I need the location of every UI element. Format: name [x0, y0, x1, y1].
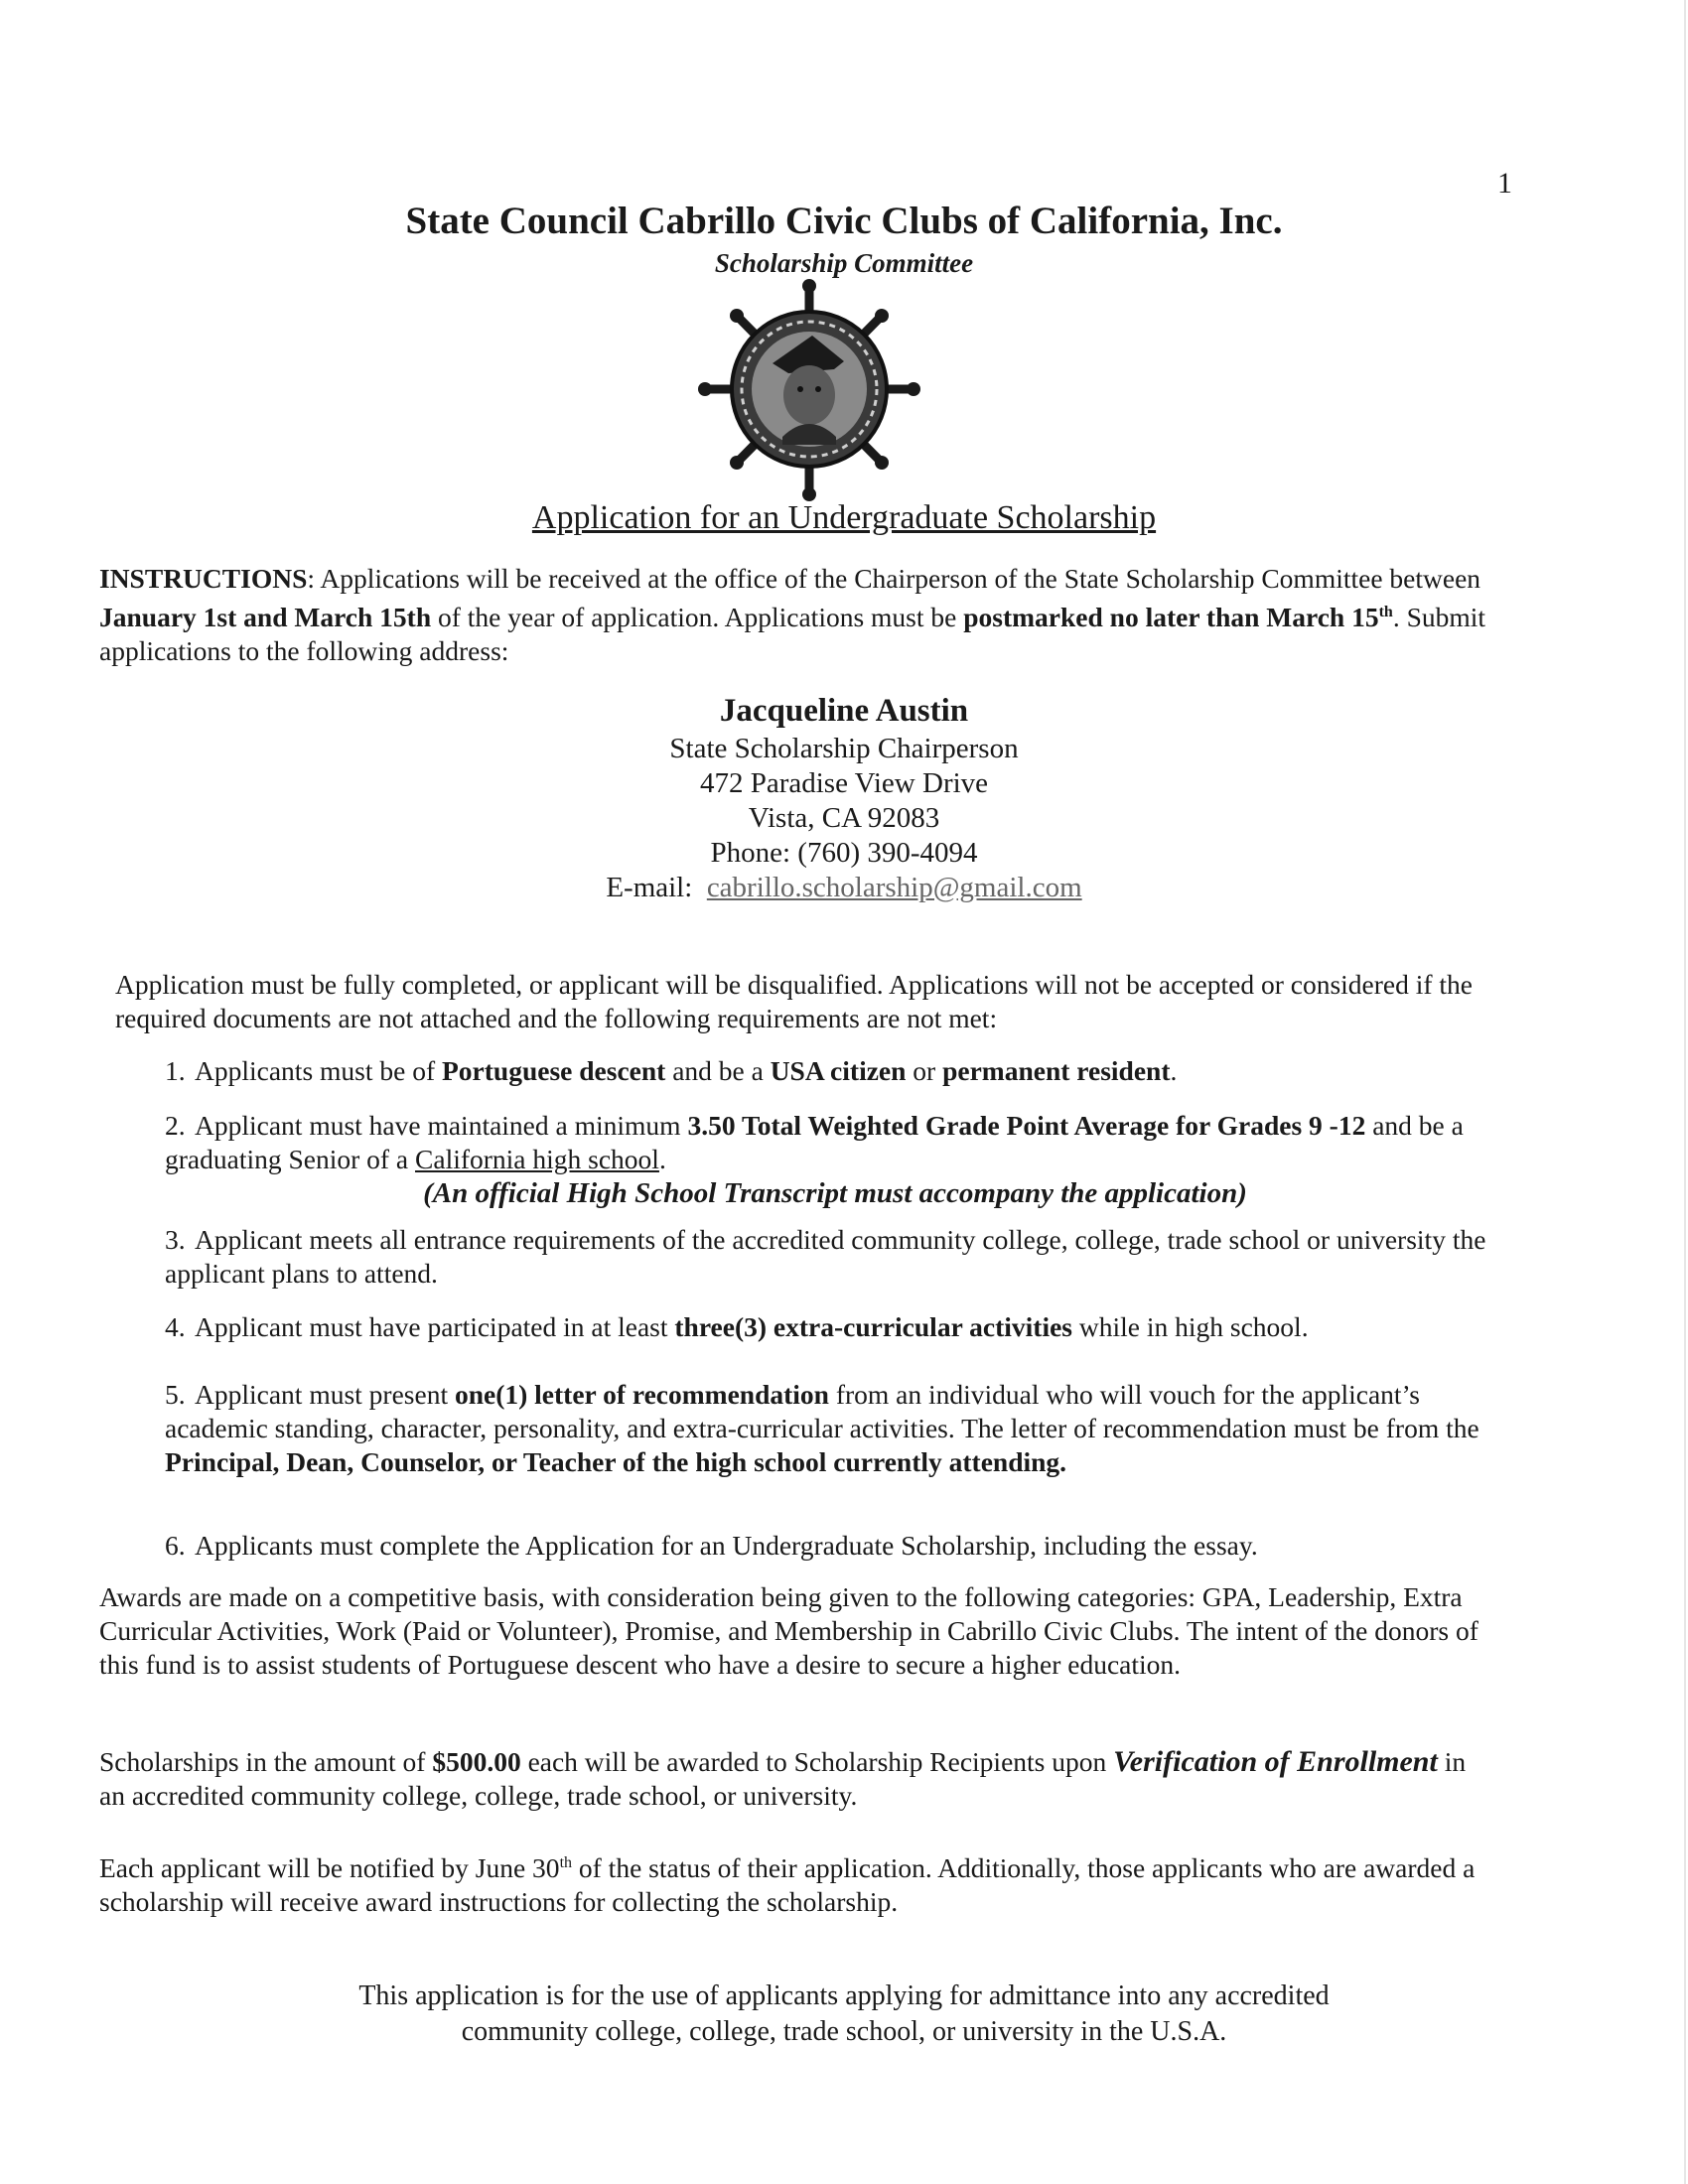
requirement-text: while in high school. — [1072, 1311, 1309, 1342]
notice-text: of the status of their application. Additionally, those applicants who are awarded a scholarship will receive award instructions for collecting the scholarship. — [99, 1852, 1476, 1918]
amount-text: each will be awarded to Scholarship Recipients upon — [520, 1746, 1114, 1777]
instructions-label: INSTRUCTIONS — [99, 563, 308, 594]
application-title: Application for an Undergraduate Scholarship — [531, 499, 1157, 536]
organization-title: State Council Cabrillo Civic Clubs of California, Inc. — [405, 200, 1283, 242]
amount-text: in an accredited community college, college, trade school, or university. — [99, 1746, 1467, 1811]
requirement-emphasis: Portuguese descent — [442, 1055, 666, 1086]
email-label: E-mail: — [606, 872, 693, 903]
requirement-number: 5. — [165, 1379, 186, 1410]
address-street: 472 Paradise View Drive — [699, 767, 989, 799]
requirement-text: or — [906, 1055, 943, 1086]
requirement-text: and be a — [665, 1055, 771, 1086]
requirements-intro: Application must be fully completed, or applicant will be disqualified. Applications will not be accepted or considered if the required documents are not attached and the following requirements are not met: — [115, 969, 1473, 1033]
verification-emphasis: Verification of Enrollment — [1113, 1745, 1438, 1778]
requirement-number: 6. — [165, 1530, 186, 1561]
requirement-number: 3. — [165, 1224, 186, 1255]
requirement-text: Applicant must have maintained a minimum — [195, 1110, 688, 1141]
notice-suffix: th — [559, 1854, 573, 1871]
requirement-text: . — [658, 1144, 666, 1174]
requirement-text: Applicants must be of — [195, 1055, 442, 1086]
notification-paragraph — [99, 1846, 1489, 1919]
requirement-emphasis: Principal, Dean, Counselor, or Teacher of the high school currently attending. — [165, 1446, 1067, 1477]
amount-value: $500.00 — [432, 1746, 521, 1777]
footer-note — [0, 1979, 1688, 2050]
scan-edge — [1684, 0, 1686, 2184]
requirement-5 — [165, 1378, 1505, 1479]
email-link[interactable]: cabrillo.scholarship@gmail.com — [706, 872, 1082, 903]
amount-text: Scholarships in the amount of — [99, 1746, 433, 1777]
requirement-1 — [165, 1054, 1505, 1088]
address-email-row — [0, 872, 1688, 904]
instructions-postmark: postmarked no later than March 15 — [963, 602, 1379, 633]
requirement-underlined: California high school — [415, 1144, 659, 1174]
requirement-number: 2. — [165, 1110, 186, 1141]
chairperson-name: Jacqueline Austin — [719, 693, 969, 729]
instructions-postmark-suffix: th — [1378, 604, 1393, 620]
requirement-number: 4. — [165, 1311, 186, 1342]
requirement-text: Applicant meets all entrance requirements of the accredited community college, college, trade school or university the applicant plans to attend. — [165, 1224, 1486, 1289]
instructions-text-2: of the year of application. Applications must be — [431, 602, 964, 633]
address-city: Vista, CA 92083 — [748, 802, 940, 834]
ships-wheel-emblem-icon — [685, 278, 933, 501]
requirement-emphasis: USA citizen — [770, 1055, 907, 1086]
instructions-dates: January 1st and March 15th — [99, 602, 432, 633]
requirement-text: from an individual who will vouch for the applicant’s academic standing, character, personality, and extra-curricular activities. The letter of recommendation must be from the — [165, 1379, 1479, 1443]
notice-text: Each applicant will be notified by June 30 — [99, 1852, 560, 1884]
transcript-note: (An official High School Transcript must accompany the application) — [423, 1177, 1247, 1209]
requirement-emphasis: one(1) letter of recommendation — [454, 1379, 829, 1410]
requirement-emphasis: permanent resident — [942, 1055, 1171, 1086]
instructions-paragraph — [99, 562, 1529, 668]
requirement-6 — [165, 1529, 1505, 1563]
committee-subtitle: Scholarship Committee — [714, 248, 974, 278]
amount-paragraph — [99, 1745, 1489, 1813]
requirement-emphasis: three(3) extra-curricular activities — [674, 1311, 1073, 1342]
awards-paragraph: Awards are made on a competitive basis, with consideration being given to the following categories: GPA, Leadership, Extra Curricular Activities, Work (Paid or Volunteer), Promise, and Membership in Cabrillo Civic Clubs. The intent of the donors of this fund is to assist students of Portuguese descent who have a desire to secure a higher education. — [99, 1581, 1478, 1680]
footer-line-2: community college, college, trade school, or university in the U.S.A. — [461, 2016, 1227, 2047]
chairperson-role: State Scholarship Chairperson — [669, 733, 1019, 764]
requirement-2 — [165, 1109, 1505, 1210]
footer-line-1: This application is for the use of applicants applying for admittance into any accredited — [358, 1980, 1330, 2011]
requirement-4 — [165, 1310, 1505, 1344]
instructions-text-3: . Submit applications to the following address: — [99, 602, 1486, 667]
requirement-text: Applicant must have participated in at least — [195, 1311, 675, 1342]
requirement-text: and be a graduating Senior of a — [165, 1110, 1464, 1174]
requirement-emphasis: 3.50 Total Weighted Grade Point Average for Grades 9 -12 — [687, 1110, 1366, 1141]
requirement-text: Applicant must present — [195, 1379, 455, 1410]
instructions-text-1: : Applications will be received at the office of the Chairperson of the State Scholarship Committee between — [307, 563, 1481, 594]
requirement-number: 1. — [165, 1055, 186, 1086]
address-phone: Phone: (760) 390-4094 — [710, 837, 978, 869]
requirement-3 — [165, 1223, 1505, 1291]
requirement-text: Applicants must complete the Application for an Undergraduate Scholarship, including the essay. — [195, 1530, 1258, 1561]
requirement-text: . — [1170, 1055, 1178, 1086]
page-number: 1 — [1497, 167, 1512, 200]
